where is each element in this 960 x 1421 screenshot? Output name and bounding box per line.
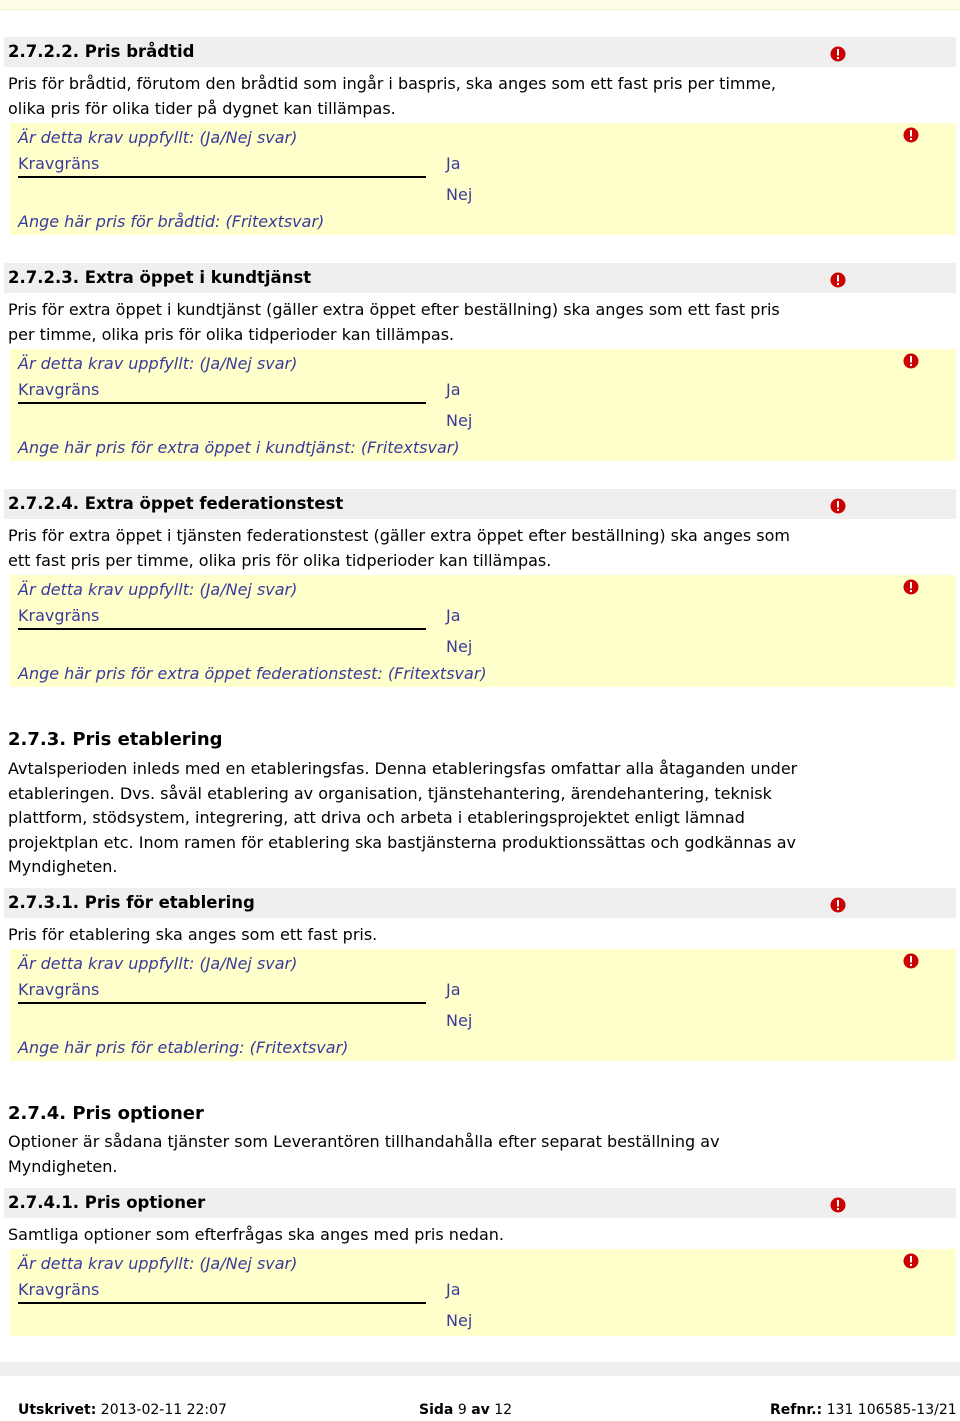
free-text-prompt[interactable]: Ange här pris för brådtid: (Fritextsvar) xyxy=(18,212,325,231)
section-description: Pris för brådtid, förutom den brådtid som ingår i baspris, ska anges som ett fast pris per timme, olika pris för olika tider på dygnet kan tillämpas. xyxy=(8,74,776,118)
section-header xyxy=(4,888,956,918)
answer-no[interactable]: Nej xyxy=(446,1011,473,1030)
section-description: Pris för etablering ska anges som ett fast pris. xyxy=(8,925,378,944)
requirement-box xyxy=(10,949,956,1061)
chapter-text: Optioner är sådana tjänster som Leverantören tillhandahålla efter separat beställning av Myndigheten. xyxy=(8,1132,720,1176)
kravgrans-label: Kravgräns xyxy=(18,606,100,625)
kravgrans-label: Kravgräns xyxy=(18,1280,100,1299)
requirement-box xyxy=(10,123,956,235)
section-description: Pris för extra öppet i tjänsten federationstest (gäller extra öppet efter beställning) ska anges som ett fast pris per timme, olika pris för olika tidperioder kan tillämpas. xyxy=(8,526,790,570)
page-of-label: av xyxy=(471,1402,490,1418)
requirement-question: Är detta krav uppfyllt: (Ja/Nej svar) xyxy=(18,128,298,147)
kravgrans-line xyxy=(18,628,426,630)
chapter-text: Avtalsperioden inleds med en etableringsfas. Denna etableringsfas omfattar alla åtaganden under etableringen. Dvs. såväl etablering av organisation, tjänstehantering, ärendehantering, teknisk plattform, stödsystem, integrering, att driva och arbeta i etableringsprojektet enligt lämnad projektplan etc. Inom ramen för etablering ska bastjänsterna produktionssättas och godkännas av Myndigheten. xyxy=(8,759,798,876)
free-text-prompt[interactable]: Ange här pris för extra öppet i kundtjänst: (Fritextsvar) xyxy=(18,438,460,457)
section-title: 2.7.2.4. Extra öppet federationstest xyxy=(8,494,344,513)
free-text-prompt[interactable]: Ange här pris för extra öppet federationstest: (Fritextsvar) xyxy=(18,664,487,683)
warning-icon xyxy=(830,897,846,913)
section-title: 2.7.2.3. Extra öppet i kundtjänst xyxy=(8,268,312,287)
warning-icon xyxy=(830,272,846,288)
section-title: 2.7.4.1. Pris optioner xyxy=(8,1193,206,1212)
warning-icon xyxy=(903,127,919,143)
page-label: Sida xyxy=(419,1402,454,1418)
reference-number xyxy=(770,1402,957,1418)
kravgrans-line xyxy=(18,1002,426,1004)
answer-no[interactable]: Nej xyxy=(446,185,473,204)
section-title: 2.7.3.1. Pris för etablering xyxy=(8,893,255,912)
warning-icon xyxy=(903,353,919,369)
warning-icon xyxy=(830,498,846,514)
warning-icon xyxy=(903,579,919,595)
footer-band xyxy=(0,1362,960,1376)
warning-icon xyxy=(903,1253,919,1269)
page-footer xyxy=(0,1362,960,1421)
section-header xyxy=(4,489,956,519)
answer-no[interactable]: Nej xyxy=(446,1311,473,1330)
answer-yes[interactable]: Ja xyxy=(446,380,461,399)
kravgrans-label: Kravgräns xyxy=(18,980,100,999)
answer-yes[interactable]: Ja xyxy=(446,1280,461,1299)
requirement-question: Är detta krav uppfyllt: (Ja/Nej svar) xyxy=(18,1254,298,1273)
requirement-question: Är detta krav uppfyllt: (Ja/Nej svar) xyxy=(18,954,298,973)
page-current: 9 xyxy=(457,1402,467,1418)
kravgrans-label: Kravgräns xyxy=(18,154,100,173)
chapter-title: 2.7.4. Pris optioner xyxy=(8,1103,204,1124)
free-text-prompt[interactable]: Ange här pris för etablering: (Fritextsvar) xyxy=(18,1038,349,1057)
requirement-question: Är detta krav uppfyllt: (Ja/Nej svar) xyxy=(18,354,298,373)
section-title: 2.7.2.2. Pris brådtid xyxy=(8,42,195,61)
kravgrans-label: Kravgräns xyxy=(18,380,100,399)
requirement-question: Är detta krav uppfyllt: (Ja/Nej svar) xyxy=(18,580,298,599)
section-header xyxy=(4,37,956,67)
answer-yes[interactable]: Ja xyxy=(446,154,461,173)
ref-value: 131 106585-13/21 xyxy=(826,1402,957,1418)
section-description: Samtliga optioner som efterfrågas ska anges med pris nedan. xyxy=(8,1225,504,1244)
answer-no[interactable]: Nej xyxy=(446,637,473,656)
requirement-box xyxy=(10,349,956,461)
printed-date xyxy=(18,1402,227,1418)
kravgrans-line xyxy=(18,1302,426,1304)
section-header xyxy=(4,1188,956,1218)
page-total: 12 xyxy=(494,1402,513,1418)
printed-value: 2013-02-11 22:07 xyxy=(100,1402,227,1418)
kravgrans-line xyxy=(18,176,426,178)
printed-label: Utskrivet: xyxy=(18,1402,97,1418)
answer-no[interactable]: Nej xyxy=(446,411,473,430)
requirement-box xyxy=(10,575,956,687)
ref-label: Refnr.: xyxy=(770,1402,823,1418)
section-description: Pris för extra öppet i kundtjänst (gäller extra öppet efter beställning) ska anges som ett fast pris per timme, olika pris för olika tidperioder kan tillämpas. xyxy=(8,300,780,344)
answer-yes[interactable]: Ja xyxy=(446,980,461,999)
warning-icon xyxy=(830,1197,846,1213)
answer-yes[interactable]: Ja xyxy=(446,606,461,625)
requirement-box xyxy=(10,1249,956,1336)
top-strip xyxy=(0,0,960,10)
chapter-title: 2.7.3. Pris etablering xyxy=(8,729,223,750)
kravgrans-line xyxy=(18,402,426,404)
section-header xyxy=(4,263,956,293)
warning-icon xyxy=(830,46,846,62)
warning-icon xyxy=(903,953,919,969)
page-number xyxy=(419,1402,512,1418)
